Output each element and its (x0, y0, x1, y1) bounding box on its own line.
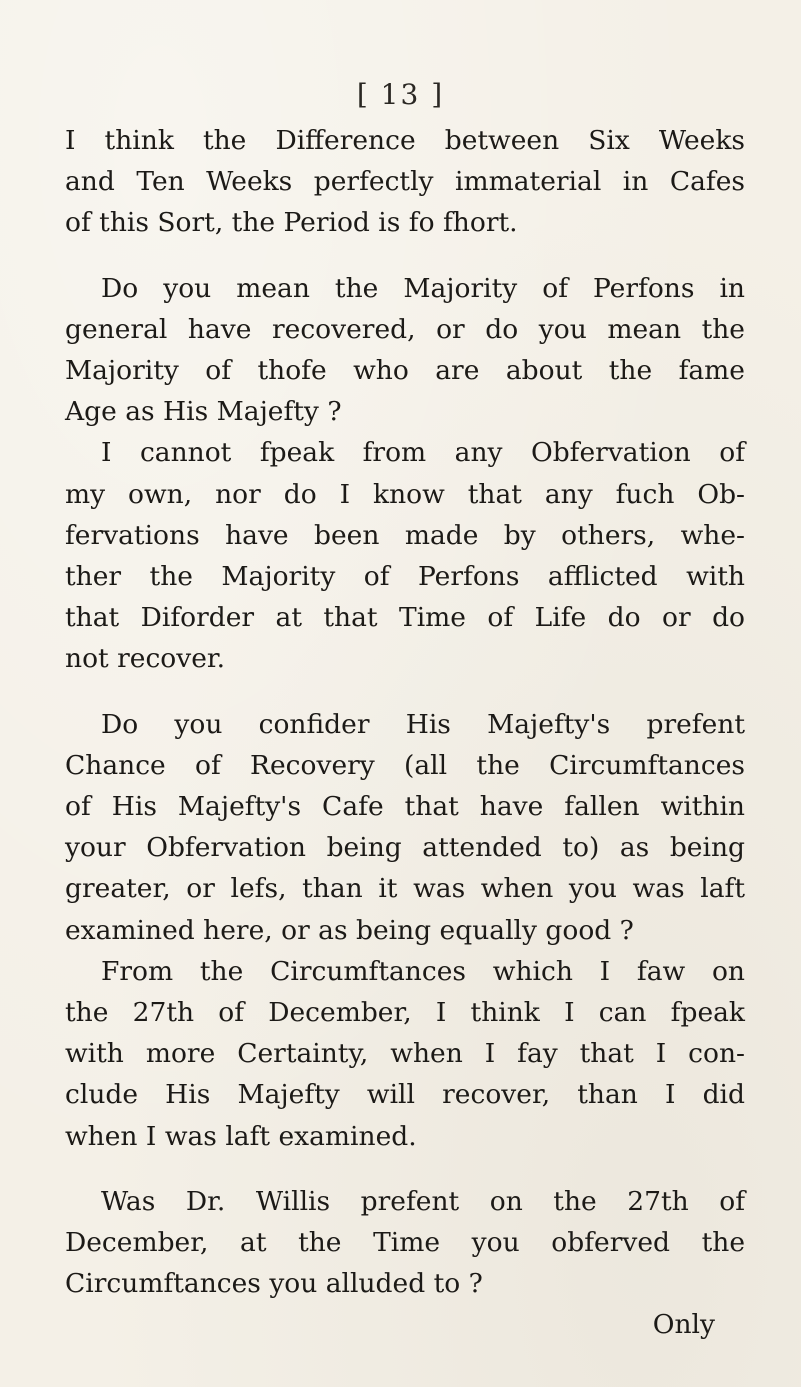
text-line: I cannot fpeak from any Obfervation of (101, 437, 745, 469)
paragraph-answer (65, 120, 745, 244)
text-line: Do you mean the Majority of Perfons in (101, 272, 745, 304)
text-line: of His Majefty's Cafe that have fallen within (65, 791, 745, 823)
text-line: when I was laft examined. (65, 1120, 417, 1152)
text-line: my own, nor do I know that any fuch Ob- (65, 478, 745, 510)
text-line: greater, or lefs, than it was when you was laft (65, 873, 745, 905)
text-line: Was Dr. Willis prefent on the 27th of (101, 1185, 745, 1217)
text-line: Circumftances you alluded to ? (65, 1268, 483, 1300)
text-line: with more Certainty, when I fay that I con- (65, 1038, 745, 1070)
page-number: [ 13 ] (356, 78, 445, 111)
text-line: your Obfervation being attended to) as being (65, 832, 745, 864)
body-text (65, 120, 745, 1346)
text-line: December, at the Time you obferved the (65, 1227, 745, 1259)
text-line: general have recovered, or do you mean the (65, 313, 745, 345)
text-line: of this Sort, the Period is fo fhort. (65, 207, 518, 239)
catchword: Only (652, 1309, 715, 1341)
text-line: Chance of Recovery (all the Circumftances (65, 749, 745, 781)
text-line: From the Circumftances which I faw on (101, 955, 745, 987)
text-line: that Diforder at that Time of Life do or do (65, 602, 745, 634)
text-line: ther the Majority of Perfons afflicted with (65, 561, 745, 593)
text-line: I think the Difference between Six Weeks (65, 125, 745, 156)
text-line: Majority of thofe who are about the fame (65, 355, 745, 387)
text-line: clude His Majefty will recover, than I did (65, 1079, 745, 1111)
paragraph-question (65, 1181, 745, 1305)
text-line: not recover. (65, 643, 226, 675)
text-line: examined here, or as being equally good ? (65, 914, 634, 946)
text-line: Do you confider His Majefty's prefent (101, 708, 745, 740)
paragraph-answer (65, 432, 745, 679)
text-line: Age as His Majefty ? (65, 396, 342, 428)
paragraph-question (65, 704, 745, 951)
paragraph-answer (65, 951, 745, 1157)
text-line: fervations have been made by others, whe- (65, 519, 745, 551)
text-line: and Ten Weeks perfectly immaterial in Cafes (65, 166, 745, 198)
text-line: the 27th of December, I think I can fpeak (65, 997, 745, 1029)
paragraph-question (65, 268, 745, 433)
